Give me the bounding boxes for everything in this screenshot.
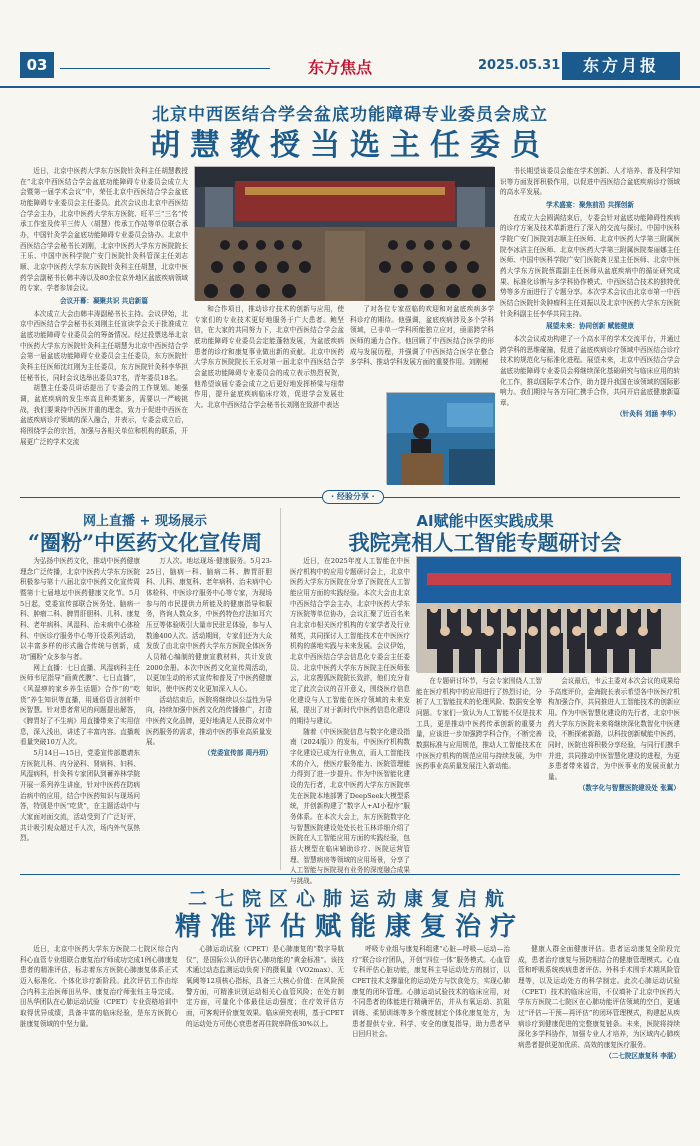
story1-paragraph: 本次会议成功构建了一个高水平的学术交流平台，并通过跨学科的思维碰撞，促进了盆底疾病诊疗领域中西医结合诊疗技术的规范化与标准化进程。展望未来，北京中西医结合学会盆底功能障碍专业委员会将继续深化基础研究与临床应用的转化工作，推动国际学术合作，助力提升我国在该领域的国际影响力。我们期待与各方同仁携手合作，共同开启盆底健康新篇章。 <box>500 335 680 408</box>
story3-column-4 <box>518 944 680 1140</box>
speaker-photo <box>386 392 494 484</box>
story2-paragraph: 万人次。地坛现场·健康服务。5月23-25日，脑病一科、脑病二科、脾胃肝胆科、儿科、康复科、老年病科、治未病中心体检科、中医诊疗服务中心等专家，为现场参与的市民提供力所能及的健康指导和服务，咨询人数众多，中医药特色疗法如耳穴压豆等体验吸引大量市民驻足体验，参与人数逾400人次。活动期间，专家们还为大众发放了由北京中医药大学东方医院全体医务人员精心编制的健康宣教材料，共计发放2000余册。本次中医药文化宣传周活动，以更加生动的形式宣传和普及了中医药健康知识，使中医药文化更加深入人心。 <box>146 557 272 694</box>
story3-column-1 <box>20 944 178 1140</box>
conference-hall-photo <box>194 166 494 300</box>
paper-brand: 东方月报 <box>562 52 680 80</box>
story2-column-1 <box>20 556 140 868</box>
ai-story-column-1 <box>290 556 410 886</box>
section-tag: · 经验分享 · <box>322 490 384 504</box>
story1-paragraph: 胡慧主任委员讲话提出了专委会的工作规划。她强调，盆底疾病的发生率高且种类繁多，需要以一严峻挑战，我们要秉持中西医并重的理念，致力于促进中西医在盆底疾病诊疗领域的深入融合，并表示，专委会成立后，将围绕学会的宗旨，加强与各相关单位和机构的联系，开展更广泛的学术交流 <box>20 384 188 446</box>
story2-headline: “圈粉”中医药文化宣传周 <box>27 530 263 555</box>
story1-lead: 近日，北京中医药大学东方医院针灸科主任胡慧教授在“北京中西医结合学会盆底功能障碍专业委员会成立大会暨第一届学术会议”中，荣任北京中西医结合学会盆底功能障碍专业委员会主任委员。此次会议由北京中西医结合学会主办，北京中医药大学东方医院、旺平三“三名”传承工作室及传平三传人（胡慧）传承工作站等单位联合承办，中国针灸学会盆底功能障碍专业委员会协办。北京中西医结合学会秘书长刘刚，北京中医药大学东方医院院长王乐、中国中医科学院广安门医院针灸科管深主任刘志顺、北京中医药大学东方医院针灸科主任胡慧，北京中医药学会副秘书长韩丰涛以及80余位京外地区盆底疾病领域的专家、学者参加会议。 <box>20 167 188 293</box>
story2-credit: （党委宣传部 周丹玥） <box>203 749 272 758</box>
story2-paragraph: 活动结束后，医院将继续以公益性为导向，持续加强中医药文化的传播推广，打造中医药文化品牌，更好地满足人民群众对中医药服务的需求，推动中医药事业高质量发展。 <box>146 695 272 747</box>
speaker-image <box>387 393 495 485</box>
story3-headline: 精准评估赋能康复治疗 <box>174 912 525 942</box>
story3-paragraph: 近日，北京中医药大学东方医院二七院区综合内科心血管专业组联合康复治疗师成功完成1例心肺康复患者的精准评估，标志着东方医院心肺康复体系正式迈入标准化、个体化诊疗新阶段。此次评估工作由综合内科主治医师田丛华、康复治疗师张钰主导完成。田丛华团队在心肺运动试验（CPET）专业资格培训中取得优异成绩，具备丰富的临床经验，是东方医院心脏康复领域的中坚力量。 <box>20 945 178 1028</box>
story1-kicker: 北京中西医结合学会盆底功能障碍专业委员会成立 <box>152 105 548 125</box>
ai-story-paragraph: 近日，在2025年度人工智能在中医医疗机构中的应用专题研讨会上，北京中医药大学东方医院在分享了医院在人工智能应用方面的实践经验。本次大会由北京中西医结合学会主办，北京中医药大学东方医院等单位协办，会议汇聚了近百名来自北京市相关医疗机构的专家学者及行业精英，共同探讨人工智能技术在中医医疗机构的落地实践与未来发展。会议伊始，北京中西医结合学会信息化专委会主任委员、北京中医药大学东方医院主任医师张云，北京搜狐医院院长致辞，他们充分肯定了此次会议的召开意义，围绕医疗信息化建设与人工智能在医疗领域的未来发展，提出了对于新时代中医药信息化建设的期待与建议。 <box>290 557 410 726</box>
story1-column-1 <box>20 166 188 484</box>
story3-credit: （二七院区康复科 李湛） <box>605 1051 680 1060</box>
story1-subheading-1: 会议开幕：凝聚共识 共启新篇 <box>59 297 148 306</box>
seminar-group-photo <box>416 556 680 672</box>
page-number: 03 <box>20 52 54 78</box>
story2-kicker: 网上直播 + 现场展示 <box>83 514 207 529</box>
conference-hall-image <box>195 167 495 301</box>
ai-story-paragraph: 随着《中医医院信息与数字化建设指南（2024版）》的发布，中医医疗机构数字化建设已成为行业焦点，而人工智能技术的介入，使医疗服务能力、医院管理能力得到了进一步提升。作为中医智能化建设的先行者，北京中医药大学东方医院率先在医院本地部署了DeepSeek大模型系统，并创新构建了“数字人+AI小程序”服务体系。在本次大会上，东方医院数字化与智慧医院建设处处长杜玉林详细介绍了医院在人工智能应用方面的实践经验，包括大模型在临床辅助诊疗、医院运营管理、智慧病房等领域的应用场景，分享了人工智能与医院现有业务的深度融合成果与挑战。 <box>290 727 410 886</box>
seminar-group-image <box>417 557 681 673</box>
story3-kicker: 二七院区心肺运动康复启航 <box>187 888 512 910</box>
story1-paragraph: 了对各位专家莅临的欢迎和对盆底疾病多学科诊疗的期待。他强调，盆底疾病涉及多个学科领域，已非单一学科所能独立应对，亟需跨学科医师的通力合作。他回顾了中西医结合医学的形成与发展历程，并强调了中西医结合医学在整合多学科、推动学科发展方面的重要作用。刘刚秘 <box>350 305 494 367</box>
column-rule <box>280 508 281 870</box>
story3-paragraph: 呼吸专业组与康复科组建“心脏—呼吸—运动—治疗”联合诊疗团队，开创“四位一体”服务模式。心血管专科评估心脏功能，康复科主导运动处方的制订，以CPET技术支撑量化的运动处方与饮食处方，实现心肺康复的闭环管理。心肺运动试验技术的临床应用，对不同患者的体能进行精确评估，并从有氧运动、抗阻训练、柔韧训练等多个维度制定个体化康复处方，为患者提供专业、科学、安全的康复指导，助力患者早日回归社会。 <box>352 945 510 1039</box>
masthead-rule <box>60 68 270 69</box>
ai-story-credit: （数字化与智慧医院建设处 张翼） <box>578 783 680 792</box>
ai-story-column-3 <box>548 676 680 868</box>
section-divider <box>20 874 680 875</box>
ai-story-paragraph: 会议最后，韦云主委对本次会议的成果给予高度评价，金海院长表示希望各中医医疗机构加强合作，共同推进人工智能技术的创新应用。作为中医智慧化建设的先行者，北京中医药大学东方医院未来将继续深化数智化中医建设，不断探索新路，以科技创新赋能中医药，同时，医院也将积极分享经验，与同行们携手并进，共同推动中医智慧化建设的进程，为更多患者带来福音，为中医事业的发展贡献力量。 <box>548 677 680 782</box>
story1-column-4 <box>500 166 680 484</box>
story1-credit: （针灸科 刘涵 李华） <box>616 409 680 418</box>
story1-headline: 胡慧教授当选主任委员 <box>150 128 550 163</box>
ai-story-paragraph: 在专题研讨环节，与会专家围绕人工智能在医疗机构中的应用进行了热烈讨论，分析了人工智能技术的伦理风险、数据安全等问题。专家们一致认为人工智能不仅是技术工具，更是推动中医药传承创新的重要力量，应该进一步加强跨学科合作，不断完善数据标准与应用规范，推动人工智能技术在中医医疗机构的规范应用与持续发展，为中医药事业高质量发展注入新动能。 <box>416 677 542 771</box>
story3-paragraph: 心肺运动试验（CPET）是心肺康复的“数字导航仪”，是国际公认的评估心肺功能的“黄金标准”。该技术通过动态监测运动负荷下的摄氧量（VO2max）、无氧阈等12项核心指标，具备三大核心价值：在风险预警方面，可精准识别运动相关心血管风险；在处方制定方面，可量化个体最佳运动强度；在疗效评估方面，可客观评价康复效果。临床研究表明，基于CPET的运动处方可使心衰患者再住院率降低30%以上。 <box>186 945 344 1028</box>
story2-paragraph: 为弘扬中医药文化，推动中医药健康理念广泛传播，北京中医药大学东方医院积极参与第十八届北京中医药文化宣传周暨第十七届地坛中医药健康文化节。5月5日起，党委宣传部联合医务处、脑病一科、肿瘤二科、脾胃肝胆科、儿科、康复科、老年病科、风湿科、治未病中心体检科、中医诊疗服务中心等开设系列活动，以丰富多样的形式融合传统与创新，成功“圈粉”众多参与者。 <box>20 557 140 662</box>
story2-column-2 <box>146 556 272 868</box>
ai-story-column-2 <box>416 676 542 868</box>
story3-paragraph: 健康人群全面健康评估。患者运动康复全阶段完成，患者治疗康复与预防相结合的健康管理模式。心血管和呼吸系统疾病患者评估、外科手术围手术期风险管理等，以及运动处方的科学制定。此次心肺运动试验（CPET）技术的临床应用，不仅填补了北京中医药大学东方医院二七院区在心肺功能评估领域的空白，更通过“评估—干预—再评估”的闭环管理模式，构建起从疾病诊疗到健康促进的完整康复链条。未来，医院将持续深化多学科协作，加强专业人才培养，为区域内心肺疾病患者提供更加优质、高效的康复医疗服务。 <box>518 945 680 1050</box>
ai-story-headline: 我院亮相人工智能专题研讨会 <box>348 530 622 555</box>
story1-paragraph: 在成立大会圆满结束后，专委会针对盆底功能障碍性疾病的诊疗方案及技术革新进行了深入的交流与探讨。中国中医科学院广安门医院刘志顺主任医师、北京中医药大学第三附属医院李冰洁主任医师、北京中医药大学第三附属医院秦丽娜主任医师、中国中医科学院广安门医院龚卫星主任医师、北京中医药大学东方医院蔡霞副主任医师从盆底疾病中的循证研究成果、标准化诊断与多学科协作模式、中西医结合技术的独特优势等多方面进行了专题分享。本次学术会议由北京市第一中西医结合医院针灸肿瘤科主任刘振以及北京中医药大学东方医院针灸科副主任李华共同主持。 <box>500 213 680 318</box>
story1-paragraph: 书长期望该委员会能在学术创新、人才培养、普及科学知识等方面发挥积极作用，以促进中西医结合盆底疾病诊疗领域的高水平发展。 <box>500 167 680 197</box>
story1-paragraph: 本次成立大会由韩丰涛副秘书长主持。会议伊始，北京中西医结合学会秘书长刘刚主任宣读学会关于批准成立盆底功能障碍专业委员会的筹备情况。经过投票选举北京中医药大学东方医院针灸科主任胡慧为北京中西医结合学会第一届盆底功能障碍专业委员会主任委员，东方医院针灸科主任医师沈红刚为主任委员，东方医院针灸科李华担任秘书长，同时会议选举出委员37名，青年委员18名。 <box>20 309 188 382</box>
issue-date: 2025.05.31 <box>478 58 561 73</box>
section-title: 东方焦点 <box>307 58 372 77</box>
story1-column-2 <box>194 304 344 484</box>
story1-subheading-2: 学术盛宴：聚焦前沿 共探创新 <box>545 201 634 210</box>
story1-paragraph: 和合作项目，推动诊疗技术的创新与应用，使专家们的专业技术更好地服务于广大患者。鲍坚信，在大家的共同努力下，北京中西医结合学会盆底功能障碍专业委员会定能蓬勃发展，为盆底疾病患者的诊疗和康复事业做出新的贡献。北京中医药大学东方医院院长王乐对第一届北京中西医结合学会盆底功能障碍专业委员会的成立表示热烈祝贺，他希望该届专委会成立之后更好地发挥桥梁与纽带作用，提升盆底疾病临床疗效，促进学会发展壮大。北京中西医结合学会秘书长刘刚在致辞中表达 <box>194 305 344 410</box>
story1-subheading-3: 展望未来：协同创新 赋能健康 <box>545 322 634 331</box>
ai-story-kicker: AI赋能中医实践成果 <box>416 512 554 530</box>
story2-paragraph: 5月14日—15日，党委宣传部邀请东方医院儿科、内分泌科、肾病科、妇科、风湿病科，针灸科专家团队到蓄养林学院开展一系列养生讲座，针对中医药在防病治病中的应用，结合中医药知识与现场问答，特别是中医“吃货”，在主题活动中与大家面对面交流，活动受到了广泛好评，共计吸引观众超过千人次，场内外气氛热烈。 <box>20 749 140 843</box>
story1-column-3 <box>350 304 494 388</box>
story3-column-2 <box>186 944 344 1140</box>
story2-paragraph: 网上直播：七日直播、风湿病科主任医师韦尼指导“画黄芪膜”、七日直播”，《风湿痹的家乡养生话题》合作”的“吃货”养生知识等直播，用通俗语言剖析中医智慧。针对患者常见的问题提出解答，《脾胃好了不生病》用直播带来了实用信息，深入浅出，讲述了丰富内容。直播观看量突破10万人次。 <box>20 663 140 747</box>
story3-column-3 <box>352 944 510 1140</box>
